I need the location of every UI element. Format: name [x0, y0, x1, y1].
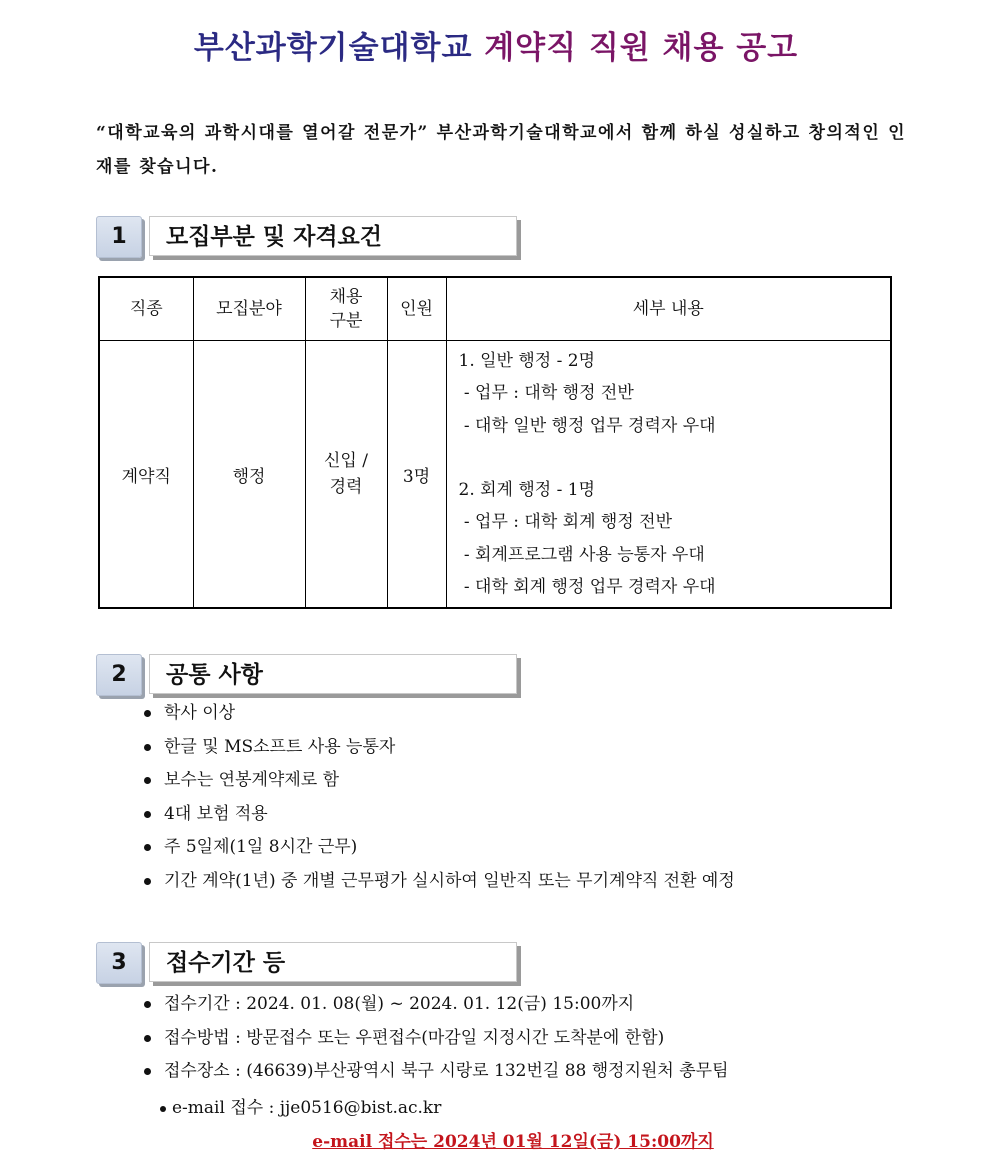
list-item: 4대 보험 적용 — [140, 798, 735, 832]
email-deadline-notice: e-mail 접수는 2024년 01월 12일(금) 15:00까지 — [312, 1132, 714, 1152]
table-row — [99, 341, 891, 609]
list-item: 보수는 연봉계약제로 함 — [140, 764, 735, 798]
recruitment-table — [98, 276, 892, 609]
detail-line: 1. 일반 행정 - 2명 — [458, 351, 596, 371]
cell-field: 행정 — [193, 341, 305, 609]
header-employ-type — [305, 277, 387, 341]
list-item: 기간 계약(1년) 중 개별 근무평가 실시하여 일반직 또는 무기계약직 전환 예정 — [140, 865, 735, 899]
cell-count: 3명 — [387, 341, 446, 609]
detail-line: - 회계프로그램 사용 능통자 우대 — [458, 544, 705, 565]
header-employ-type-line2: 구분 — [329, 311, 363, 331]
list-item: 접수방법 : 방문접수 또는 우편접수(마감일 지정시간 도착분에 한함) — [140, 1022, 729, 1056]
email-info — [160, 1093, 441, 1118]
header-field: 모집분야 — [193, 277, 305, 341]
email-text: e-mail 접수 : jje0516@bist.ac.kr — [172, 1098, 442, 1118]
section-3-title: 접수기간 등 — [149, 942, 517, 982]
cell-employ-type — [305, 341, 387, 609]
cell-employ-type-line2: 경력 — [329, 477, 363, 498]
title-university: 부산과학기술대학교 — [193, 30, 473, 66]
detail-line-blank — [459, 442, 891, 474]
page-title — [0, 22, 992, 67]
cell-employ-type-line1: 신입 / — [324, 451, 368, 472]
section-3-number: 3 — [96, 942, 142, 984]
cell-details — [446, 341, 891, 609]
bullet-icon — [160, 1106, 166, 1112]
list-item: 접수장소 : (46639)부산광역시 북구 시랑로 132번길 88 행정지원처 총무팀 — [140, 1055, 729, 1089]
table-header-row — [99, 277, 891, 341]
detail-line: 2. 회계 행정 - 1명 — [458, 480, 596, 501]
cell-job-type: 계약직 — [99, 341, 193, 609]
section-1-number: 1 — [96, 216, 142, 258]
header-count: 인원 — [387, 277, 446, 341]
header-details: 세부 내용 — [446, 277, 891, 341]
intro-text: “대학교육의 과학시대를 열어갈 전문가” 부산과학기술대학교에서 함께 하실 성실하고 창의적인 인재를 찾습니다. — [96, 123, 906, 177]
list-item: 주 5일제(1일 8시간 근무) — [140, 831, 735, 865]
detail-line: - 대학 회계 행정 업무 경력자 우대 — [458, 577, 716, 598]
list-item: 한글 및 MS소프트 사용 능통자 — [140, 731, 735, 765]
section-2-number: 2 — [96, 654, 142, 696]
application-items-list — [140, 988, 729, 1089]
detail-line: - 대학 일반 행정 업무 경력자 우대 — [458, 415, 716, 436]
title-notice: 계약직 직원 채용 공고 — [484, 30, 799, 66]
detail-line: - 업무 : 대학 회계 행정 전반 — [458, 512, 673, 533]
detail-line: - 업무 : 대학 행정 전반 — [458, 383, 634, 404]
section-1-title: 모집부분 및 자격요건 — [149, 216, 517, 256]
list-item: 접수기간 : 2024. 01. 08(월) ~ 2024. 01. 12(금) 15:00까지 — [140, 988, 729, 1022]
header-employ-type-line1: 채용 — [329, 287, 363, 307]
common-items-list — [140, 697, 735, 899]
section-2-title: 공통 사항 — [149, 654, 517, 694]
list-item: 학사 이상 — [140, 697, 735, 731]
header-job-type: 직종 — [99, 277, 193, 341]
